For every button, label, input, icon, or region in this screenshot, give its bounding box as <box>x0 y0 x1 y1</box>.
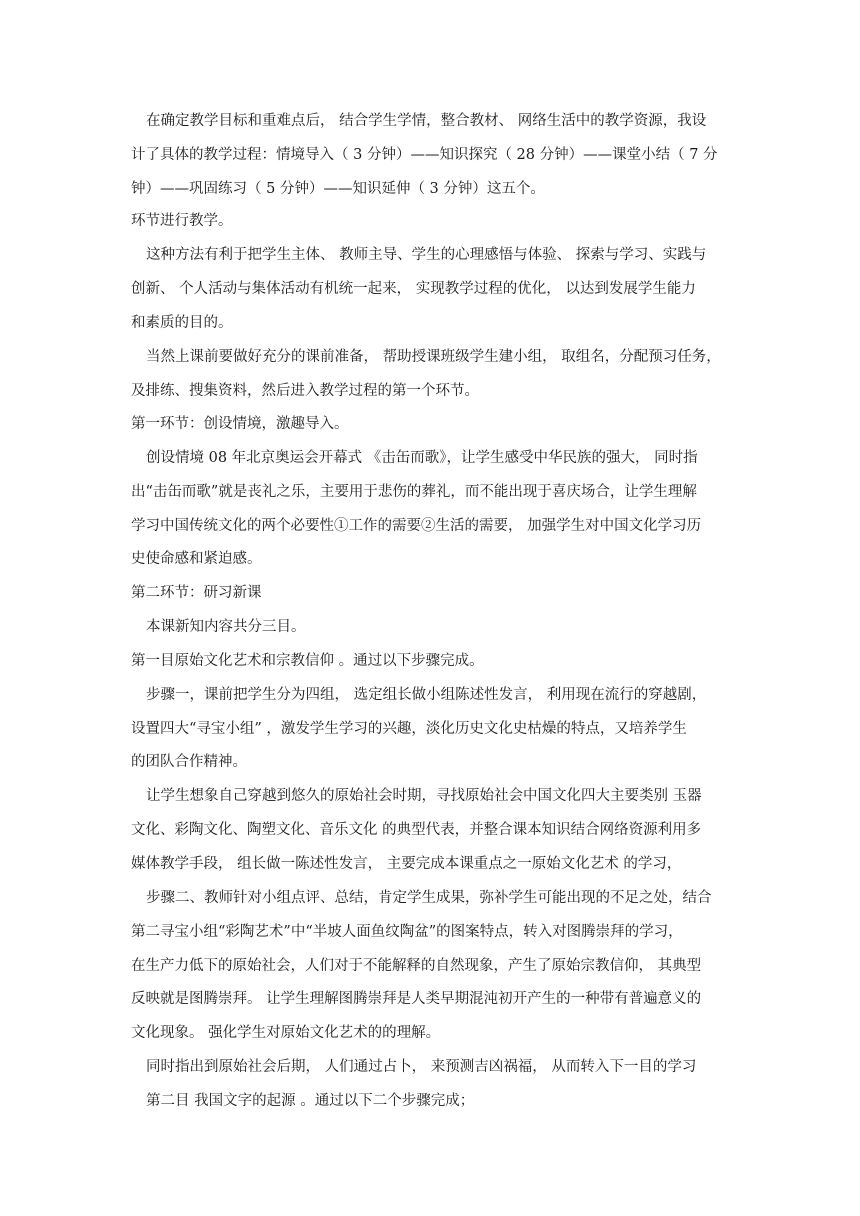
text-line: 第二目 我国文字的起源 。通过以下二个步骤完成； <box>146 1093 475 1109</box>
text-line: 这种方法有利于把学生主体、 教师主导、学生的心理感悟与体验、 探索与学习、实践与 <box>146 247 707 263</box>
text-line: 第二寻宝小组“彩陶艺术”中“半坡人面鱼纹陶盆”的图案特点，转入对图腾崇拜的学习， <box>131 924 683 940</box>
text-line: 史使命感和紧迫感。 <box>131 551 262 567</box>
text-line: 计了具体的教学过程：情境导入（ 3 分钟）——知识探究（ 28 分钟）——课堂小结（ 7 分 <box>131 147 718 163</box>
text-line: 步骤一，课前把学生分为四组， 选定组长做小组陈述性发言， 利用现在流行的穿越剧， <box>146 687 707 703</box>
text-line: 文化、彩陶文化、陶塑文化、音乐文化 的典型代表，并整合课本知识结合网络资源利用多 <box>131 822 702 838</box>
text-line: 当然上课前要做好充分的课前准备， 帮助授课班级学生建小组， 取组名，分配预习任务， <box>146 349 721 365</box>
text-line: 钟）——巩固练习（ 5 分钟）——知识延伸（ 3 分钟）这五个。 <box>131 181 545 197</box>
text-line: 同时指出到原始社会后期， 人们通过占卜， 来预测吉凶祸福， 从而转入下一目的学习 <box>146 1059 697 1075</box>
text-line: 学习中国传统文化的两个必要性①工作的需要②生活的需要， 加强学生对中国文化学习历 <box>131 518 702 534</box>
text-line: 出“击缶而歌”就是丧礼之乐，主要用于悲伤的葬礼，而不能出现于喜庆场合，让学生理解 <box>131 484 697 500</box>
text-line: 让学生想象自己穿越到悠久的原始社会时期，寻找原始社会中国文化四大主要类别 玉器 <box>146 788 702 804</box>
text-line: 设置四大“寻宝小组” ，激发学生学习的兴趣，淡化历史文化史枯燥的特点，又培养学生 <box>131 721 687 737</box>
text-line: 媒体教学手段， 组长做一陈述性发言， 主要完成本课重点之一原始文化艺术 的学习， <box>131 856 682 872</box>
text-line: 创设情境 08 年北京奥运会开幕式 《击缶而歌》，让学生感受中华民族的强大， 同时指 <box>146 450 698 466</box>
section-heading: 第一环节：创设情境，激趣导入。 <box>131 416 349 432</box>
text-line: 和素质的目的。 <box>131 315 233 331</box>
section-heading: 第二环节：研习新课 <box>131 585 262 601</box>
text-line: 在生产力低下的原始社会，人们对于不能解释的自然现象，产生了原始宗教信仰， 其典型 <box>131 958 702 974</box>
text-line: 及排练、搜集资料，然后进入教学过程的第一个环节。 <box>131 383 479 399</box>
text-line: 的团队合作精神。 <box>131 754 247 770</box>
text-line: 在确定教学目标和重难点后， 结合学生学情，整合教材、 网络生活中的教学资源，我设 <box>146 113 707 129</box>
text-line: 创新、 个人活动与集体活动有机统一起来， 实现教学过程的优化， 以达到发展学生能力 <box>131 281 696 297</box>
text-line: 文化现象。 强化学生对原始文化艺术的的理解。 <box>131 1025 441 1041</box>
text-line: 本课新知内容共分三目。 <box>146 619 306 635</box>
text-line: 环节进行教学。 <box>131 213 233 229</box>
text-line: 步骤二、教师针对小组点评、总结，肯定学生成果，弥补学生可能出现的不足之处，结合 <box>146 890 712 906</box>
text-line: 反映就是图腾崇拜。 让学生理解图腾崇拜是人类早期混沌初开产生的一种带有普遍意义的 <box>131 991 702 1007</box>
text-line: 第一目原始文化艺术和宗教信仰 。通过以下步骤完成。 <box>131 653 484 669</box>
